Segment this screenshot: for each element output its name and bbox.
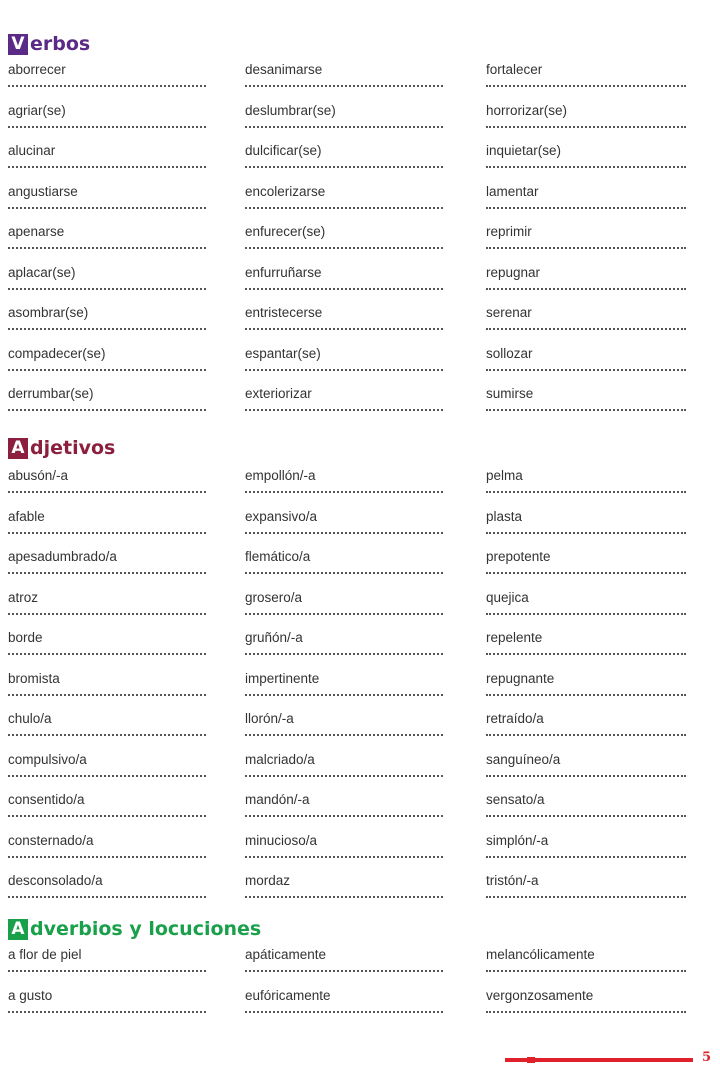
word-entry <box>245 184 445 200</box>
heading-initial-box: A <box>8 919 28 940</box>
word-label: quejica <box>486 589 529 605</box>
word-row <box>0 224 720 265</box>
dotted-writing-line <box>8 409 206 411</box>
word-label: espantar(se) <box>245 345 321 361</box>
dotted-writing-line <box>245 775 443 777</box>
dotted-writing-line <box>245 653 443 655</box>
word-entry <box>8 143 208 159</box>
dotted-writing-line <box>245 734 443 736</box>
word-entry <box>8 265 208 281</box>
dotted-writing-line <box>8 532 206 534</box>
word-entry <box>8 711 208 727</box>
word-label: borde <box>8 630 43 645</box>
dotted-writing-line <box>486 532 686 534</box>
word-entry <box>245 386 445 402</box>
word-label: angustiarse <box>8 183 78 199</box>
adverbios-word-list <box>0 947 720 1028</box>
word-entry <box>486 265 686 281</box>
word-entry <box>245 305 445 321</box>
word-entry <box>486 224 686 240</box>
word-label: alucinar <box>8 143 56 158</box>
word-label: consternado/a <box>8 832 94 848</box>
word-label: gruñón/-a <box>245 630 303 645</box>
dotted-writing-line <box>8 369 206 371</box>
word-label: desconsolado/a <box>8 873 103 888</box>
word-row <box>0 305 720 346</box>
word-label: desanimarse <box>245 62 323 77</box>
word-entry <box>8 792 208 808</box>
word-label: exteriorizar <box>245 386 312 401</box>
dotted-writing-line <box>245 369 443 371</box>
word-entry <box>8 549 208 565</box>
dotted-writing-line <box>486 409 686 411</box>
word-entry <box>8 947 208 963</box>
word-entry <box>8 833 208 849</box>
word-label: repugnar <box>486 264 541 280</box>
word-label: fortalecer <box>486 62 543 77</box>
word-entry <box>486 873 686 889</box>
word-label: aplacar(se) <box>8 264 76 280</box>
word-entry <box>245 988 445 1004</box>
word-entry <box>486 833 686 849</box>
word-label: sollozar <box>486 345 533 361</box>
word-label: enfurruñarse <box>245 264 322 280</box>
verbos-word-list <box>0 62 720 427</box>
word-label: simplón/-a <box>486 832 549 848</box>
dotted-writing-line <box>486 572 686 574</box>
word-label: enfurecer(se) <box>245 224 326 239</box>
word-label: sanguíneo/a <box>486 751 561 767</box>
word-entry <box>486 630 686 646</box>
word-label: chulo/a <box>8 711 52 726</box>
word-label: llorón/-a <box>245 711 294 726</box>
word-label: plasta <box>486 508 523 524</box>
word-entry <box>245 873 445 889</box>
word-entry <box>8 62 208 78</box>
word-row <box>0 711 720 752</box>
dotted-writing-line <box>486 369 686 371</box>
word-label: consentido/a <box>8 792 85 807</box>
word-entry <box>486 590 686 606</box>
word-row <box>0 792 720 833</box>
word-label: dulcificar(se) <box>245 143 322 158</box>
dotted-writing-line <box>245 491 443 493</box>
dotted-writing-line <box>245 613 443 615</box>
dotted-writing-line <box>245 288 443 290</box>
adjetivos-word-list <box>0 468 720 914</box>
word-entry <box>245 711 445 727</box>
word-row <box>0 833 720 874</box>
dotted-writing-line <box>245 409 443 411</box>
word-row <box>0 103 720 144</box>
dotted-writing-line <box>245 856 443 858</box>
dotted-writing-line <box>8 694 206 696</box>
word-label: repelente <box>486 630 543 645</box>
dotted-writing-line <box>8 653 206 655</box>
word-label: prepotente <box>486 549 551 564</box>
word-row <box>0 873 720 914</box>
dotted-writing-line <box>486 126 686 128</box>
dotted-writing-line <box>8 613 206 615</box>
dotted-writing-line <box>8 815 206 817</box>
word-row <box>0 184 720 225</box>
dotted-writing-line <box>8 775 206 777</box>
word-entry <box>486 305 686 321</box>
word-label: serenar <box>486 305 532 320</box>
word-label: entristecerse <box>245 305 323 320</box>
word-label: apesadumbrado/a <box>8 549 117 564</box>
word-entry <box>245 103 445 119</box>
word-label: afable <box>8 508 45 524</box>
word-entry <box>245 752 445 768</box>
word-entry <box>245 62 445 78</box>
word-label: apáticamente <box>245 947 327 962</box>
dotted-writing-line <box>8 896 206 898</box>
word-entry <box>486 468 686 484</box>
word-entry <box>8 386 208 402</box>
footer-rule-accent <box>527 1057 535 1063</box>
dotted-writing-line <box>8 734 206 736</box>
word-entry <box>486 711 686 727</box>
word-entry <box>245 630 445 646</box>
word-label: a gusto <box>8 987 53 1003</box>
word-label: tristón/-a <box>486 873 539 888</box>
dotted-writing-line <box>8 166 206 168</box>
dotted-writing-line <box>486 247 686 249</box>
dotted-writing-line <box>486 288 686 290</box>
word-entry <box>245 549 445 565</box>
word-entry <box>486 671 686 687</box>
word-row <box>0 988 720 1029</box>
word-label: deslumbrar(se) <box>245 102 336 118</box>
word-label: sumirse <box>486 386 534 401</box>
heading-initial-box: V <box>8 34 28 55</box>
word-entry <box>8 671 208 687</box>
word-entry <box>486 184 686 200</box>
word-label: abusón/-a <box>8 468 69 483</box>
section-heading-adverbios <box>8 917 261 941</box>
section-heading-verbos <box>8 32 90 56</box>
word-entry <box>8 346 208 362</box>
dotted-writing-line <box>8 1011 206 1013</box>
word-label: encolerizarse <box>245 183 326 199</box>
word-entry <box>486 509 686 525</box>
word-label: mordaz <box>245 873 291 888</box>
word-entry <box>245 947 445 963</box>
word-label: pelma <box>486 468 523 483</box>
dotted-writing-line <box>245 1011 443 1013</box>
word-entry <box>245 671 445 687</box>
word-label: malcriado/a <box>245 751 315 767</box>
word-label: empollón/-a <box>245 468 316 483</box>
word-label: sensato/a <box>486 792 545 807</box>
dotted-writing-line <box>245 328 443 330</box>
dotted-writing-line <box>8 85 206 87</box>
dotted-writing-line <box>245 694 443 696</box>
word-entry <box>245 224 445 240</box>
word-label: bromista <box>8 670 60 686</box>
dotted-writing-line <box>8 970 206 972</box>
word-entry <box>486 947 686 963</box>
word-label: expansivo/a <box>245 508 318 524</box>
dotted-writing-line <box>486 775 686 777</box>
word-label: apenarse <box>8 224 65 239</box>
word-label: grosero/a <box>245 589 303 605</box>
word-entry <box>8 752 208 768</box>
word-entry <box>245 346 445 362</box>
dotted-writing-line <box>486 1011 686 1013</box>
dotted-writing-line <box>486 207 686 209</box>
word-entry <box>245 265 445 281</box>
word-label: eufóricamente <box>245 987 331 1003</box>
word-entry <box>245 143 445 159</box>
word-label: a flor de piel <box>8 947 82 962</box>
dotted-writing-line <box>245 207 443 209</box>
heading-text: dverbios y locuciones <box>30 918 262 940</box>
dotted-writing-line <box>8 491 206 493</box>
word-entry <box>486 752 686 768</box>
dotted-writing-line <box>245 896 443 898</box>
word-label: lamentar <box>486 183 539 199</box>
word-row <box>0 549 720 590</box>
dotted-writing-line <box>486 856 686 858</box>
dotted-writing-line <box>8 207 206 209</box>
word-entry <box>245 792 445 808</box>
dotted-writing-line <box>486 166 686 168</box>
word-entry <box>8 224 208 240</box>
word-row <box>0 386 720 427</box>
word-entry <box>245 833 445 849</box>
word-label: atroz <box>8 589 39 605</box>
word-entry <box>8 103 208 119</box>
dotted-writing-line <box>245 85 443 87</box>
word-label: impertinente <box>245 670 320 686</box>
word-label: horrorizar(se) <box>486 102 568 118</box>
word-label: reprimir <box>486 224 532 239</box>
word-entry <box>8 590 208 606</box>
dotted-writing-line <box>8 288 206 290</box>
word-label: derrumbar(se) <box>8 386 94 401</box>
dotted-writing-line <box>8 856 206 858</box>
word-label: compulsivo/a <box>8 751 87 767</box>
dotted-writing-line <box>8 126 206 128</box>
word-label: retraído/a <box>486 711 544 726</box>
word-entry <box>486 103 686 119</box>
word-label: mandón/-a <box>245 792 310 807</box>
dotted-writing-line <box>486 613 686 615</box>
word-entry <box>245 468 445 484</box>
word-entry <box>245 590 445 606</box>
dotted-writing-line <box>245 532 443 534</box>
word-label: agriar(se) <box>8 102 66 118</box>
heading-initial-box: A <box>8 438 28 459</box>
dotted-writing-line <box>486 815 686 817</box>
word-row <box>0 143 720 184</box>
word-entry <box>486 386 686 402</box>
dotted-writing-line <box>245 166 443 168</box>
word-entry <box>8 988 208 1004</box>
dotted-writing-line <box>486 694 686 696</box>
word-label: inquietar(se) <box>486 143 562 158</box>
word-entry <box>486 988 686 1004</box>
word-row <box>0 468 720 509</box>
dotted-writing-line <box>486 653 686 655</box>
dotted-writing-line <box>486 491 686 493</box>
word-entry <box>486 62 686 78</box>
word-row <box>0 590 720 631</box>
word-entry <box>8 873 208 889</box>
word-entry <box>245 509 445 525</box>
dotted-writing-line <box>8 328 206 330</box>
word-entry <box>486 346 686 362</box>
section-heading-adjetivos <box>8 436 115 460</box>
word-label: vergonzosamente <box>486 987 594 1003</box>
word-label: minucioso/a <box>245 832 318 848</box>
heading-text: erbos <box>30 33 91 55</box>
dotted-writing-line <box>486 734 686 736</box>
heading-text: djetivos <box>30 437 116 459</box>
word-entry <box>8 305 208 321</box>
word-row <box>0 671 720 712</box>
word-entry <box>486 143 686 159</box>
word-label: compadecer(se) <box>8 345 106 361</box>
word-row <box>0 752 720 793</box>
word-row <box>0 62 720 103</box>
word-entry <box>8 468 208 484</box>
word-entry <box>8 509 208 525</box>
dotted-writing-line <box>245 970 443 972</box>
word-entry <box>486 549 686 565</box>
page-number: 5 <box>702 1050 712 1065</box>
word-row <box>0 346 720 387</box>
word-label: asombrar(se) <box>8 305 89 320</box>
word-label: repugnante <box>486 670 555 686</box>
word-row <box>0 947 720 988</box>
word-entry <box>8 630 208 646</box>
dotted-writing-line <box>486 85 686 87</box>
word-row <box>0 265 720 306</box>
dotted-writing-line <box>8 247 206 249</box>
word-label: aborrecer <box>8 62 66 77</box>
word-entry <box>8 184 208 200</box>
word-row <box>0 630 720 671</box>
word-label: flemático/a <box>245 549 311 564</box>
dotted-writing-line <box>245 815 443 817</box>
dotted-writing-line <box>245 247 443 249</box>
dotted-writing-line <box>486 328 686 330</box>
dotted-writing-line <box>486 970 686 972</box>
dotted-writing-line <box>245 572 443 574</box>
dotted-writing-line <box>245 126 443 128</box>
word-row <box>0 509 720 550</box>
word-entry <box>486 792 686 808</box>
dotted-writing-line <box>8 572 206 574</box>
dotted-writing-line <box>486 896 686 898</box>
word-label: melancólicamente <box>486 947 595 962</box>
